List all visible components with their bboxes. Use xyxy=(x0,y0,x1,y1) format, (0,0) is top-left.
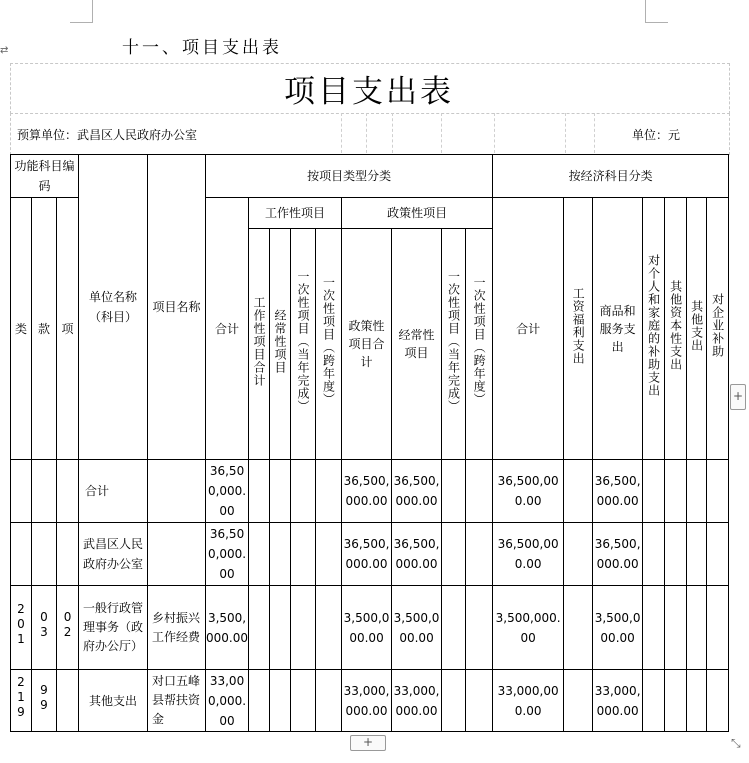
work-cross-cell xyxy=(316,523,342,586)
other-exp-header: 其他支出 xyxy=(689,299,704,352)
econ-total-cell: 33,000,000.00 xyxy=(493,670,564,732)
project-name-header: 项目名称 xyxy=(148,155,206,460)
xiang-header: 项 xyxy=(57,198,79,460)
household-subsidy-header: 对个人和家庭的补助支出 xyxy=(646,254,661,397)
policy-total-cell: 3,500,000.00 xyxy=(342,586,392,670)
enterprise-subsidy-header: 对企业补助 xyxy=(710,293,725,358)
other-cell xyxy=(687,460,707,523)
resize-icon[interactable]: ⤡ xyxy=(731,736,741,750)
work-total-cell xyxy=(249,670,270,732)
xiang-cell xyxy=(57,523,79,586)
work-cross-cell xyxy=(316,670,342,732)
meta-divider xyxy=(594,113,595,153)
household-cell xyxy=(643,523,665,586)
enterprise-cell xyxy=(707,523,729,586)
capital-cell xyxy=(665,670,687,732)
meta-divider xyxy=(565,113,566,153)
capital-cell xyxy=(665,586,687,670)
meta-divider xyxy=(366,113,367,153)
goods-cell: 36,500,000.00 xyxy=(593,523,643,586)
econ-total-header: 合计 xyxy=(493,198,564,460)
policy-cur-cell xyxy=(442,460,466,523)
policy-total-cell: 36,500,000.00 xyxy=(342,523,392,586)
goods-cell: 33,000,000.00 xyxy=(593,670,643,732)
policy-onetime-current-header: 一次性项目（当年完成） xyxy=(446,269,461,413)
work-regular-header: 经常性项目 xyxy=(273,308,288,374)
table-row xyxy=(11,670,729,732)
wages-cell xyxy=(564,670,593,732)
econ-total-cell: 36,500,000.00 xyxy=(493,460,564,523)
work-onetime-cross-header: 一次性项目（跨年度） xyxy=(321,276,336,406)
by-project-type-header: 按项目类型分类 xyxy=(206,155,493,198)
enterprise-cell xyxy=(707,460,729,523)
project-cell: 乡村振兴工作经费 xyxy=(148,586,206,670)
lei-cell: 219 xyxy=(11,670,32,732)
unit-cell: 一般行政管理事务（政府办公厅） xyxy=(79,586,148,670)
table-move-icon[interactable]: ⇄ xyxy=(0,45,9,56)
meta-divider xyxy=(392,113,393,153)
lei-cell xyxy=(11,523,32,586)
capital-cell xyxy=(665,523,687,586)
total-cell: 33,000,000.00 xyxy=(206,670,249,732)
project-expense-table xyxy=(10,154,729,732)
by-econ-header: 按经济科目分类 xyxy=(493,155,729,198)
meta-divider xyxy=(494,113,495,153)
xiang-cell: 02 xyxy=(57,586,79,670)
other-cell xyxy=(687,586,707,670)
budget-unit-label: 预算单位：武昌区人民政府办公室 xyxy=(17,128,198,142)
lei-cell: 201 xyxy=(11,586,32,670)
policy-regular-cell: 36,500,000.00 xyxy=(392,460,442,523)
policy-cross-cell xyxy=(466,460,493,523)
policy-total-cell: 33,000,000.00 xyxy=(342,670,392,732)
kuan-cell xyxy=(32,523,57,586)
work-cross-cell xyxy=(316,460,342,523)
kuan-cell xyxy=(32,460,57,523)
table-row xyxy=(11,586,729,670)
enterprise-cell xyxy=(707,586,729,670)
policy-cur-cell xyxy=(442,586,466,670)
table-row xyxy=(11,523,729,586)
kuan-header: 款 xyxy=(32,198,57,460)
policy-regular-cell: 36,500,000.00 xyxy=(392,523,442,586)
project-cell xyxy=(148,523,206,586)
policy-total-header: 政策性项目合计 xyxy=(342,229,392,460)
household-cell xyxy=(643,586,665,670)
work-regular-cell xyxy=(270,670,291,732)
total-cell: 3,500,000.00 xyxy=(206,586,249,670)
enterprise-cell xyxy=(707,670,729,732)
policy-onetime-cross-header: 一次性项目（跨年度） xyxy=(472,276,487,406)
total-cell: 36,500,000.00 xyxy=(206,460,249,523)
section-heading: 十一、项目支出表 xyxy=(122,38,282,58)
work-cur-cell xyxy=(291,586,316,670)
wages-cell xyxy=(564,523,593,586)
total-header: 合计 xyxy=(206,198,249,460)
econ-total-cell: 3,500,000.00 xyxy=(493,586,564,670)
work-regular-cell xyxy=(270,586,291,670)
goods-cell: 3,500,000.00 xyxy=(593,586,643,670)
wages-header: 工资福利支出 xyxy=(571,286,586,365)
policy-total-cell: 36,500,000.00 xyxy=(342,460,392,523)
other-cell xyxy=(687,523,707,586)
work-total-cell xyxy=(249,523,270,586)
project-cell: 对口五峰县帮扶资金 xyxy=(148,670,206,732)
work-regular-cell xyxy=(270,523,291,586)
work-total-cell xyxy=(249,586,270,670)
goods-cell: 36,500,000.00 xyxy=(593,460,643,523)
crop-mark-left xyxy=(70,0,93,23)
project-cell xyxy=(148,460,206,523)
policy-cur-cell xyxy=(442,670,466,732)
xiang-cell xyxy=(57,670,79,732)
work-cur-cell xyxy=(291,460,316,523)
policy-cross-cell xyxy=(466,523,493,586)
work-items-header: 工作性项目 xyxy=(249,198,342,229)
policy-regular-cell: 3,500,000.00 xyxy=(392,586,442,670)
policy-cross-cell xyxy=(466,670,493,732)
lei-header: 类 xyxy=(11,198,32,460)
work-total-cell xyxy=(249,460,270,523)
xiang-cell xyxy=(57,460,79,523)
unit-name-header: 单位名称（科目） xyxy=(79,155,148,460)
econ-total-cell: 36,500,000.00 xyxy=(493,523,564,586)
unit-cell: 其他支出 xyxy=(79,670,148,732)
work-total-header: 工作性项目合计 xyxy=(252,295,267,387)
work-cross-cell xyxy=(316,586,342,670)
goods-services-header: 商品和服务支出 xyxy=(593,198,643,460)
household-cell xyxy=(643,670,665,732)
work-cur-cell xyxy=(291,670,316,732)
other-cell xyxy=(687,670,707,732)
crop-mark-right xyxy=(645,0,668,23)
kuan-cell: 99 xyxy=(32,670,57,732)
table-title: 项目支出表 xyxy=(284,74,454,110)
policy-regular-header: 经常性项目 xyxy=(392,229,442,460)
add-column-button[interactable]: + xyxy=(730,384,746,410)
money-unit-label: 单位：元 xyxy=(632,128,681,142)
func-code-header: 功能科目编码 xyxy=(11,155,79,198)
household-cell xyxy=(643,460,665,523)
work-cur-cell xyxy=(291,523,316,586)
policy-regular-cell: 33,000,000.00 xyxy=(392,670,442,732)
policy-cur-cell xyxy=(442,523,466,586)
unit-cell: 合计 xyxy=(79,460,148,523)
other-capital-header: 其他资本性支出 xyxy=(668,280,683,371)
add-row-button[interactable]: + xyxy=(350,735,386,751)
total-cell: 36,500,000.00 xyxy=(206,523,249,586)
unit-cell: 武昌区人民政府办公室 xyxy=(79,523,148,586)
policy-cross-cell xyxy=(466,586,493,670)
wages-cell xyxy=(564,586,593,670)
work-regular-cell xyxy=(270,460,291,523)
policy-items-header: 政策性项目 xyxy=(342,198,493,229)
capital-cell xyxy=(665,460,687,523)
meta-divider xyxy=(441,113,442,153)
lei-cell xyxy=(11,460,32,523)
work-onetime-current-header: 一次性项目（当年完成） xyxy=(296,269,311,413)
wages-cell xyxy=(564,460,593,523)
kuan-cell: 03 xyxy=(32,586,57,670)
table-row xyxy=(11,460,729,523)
meta-divider xyxy=(341,113,342,153)
